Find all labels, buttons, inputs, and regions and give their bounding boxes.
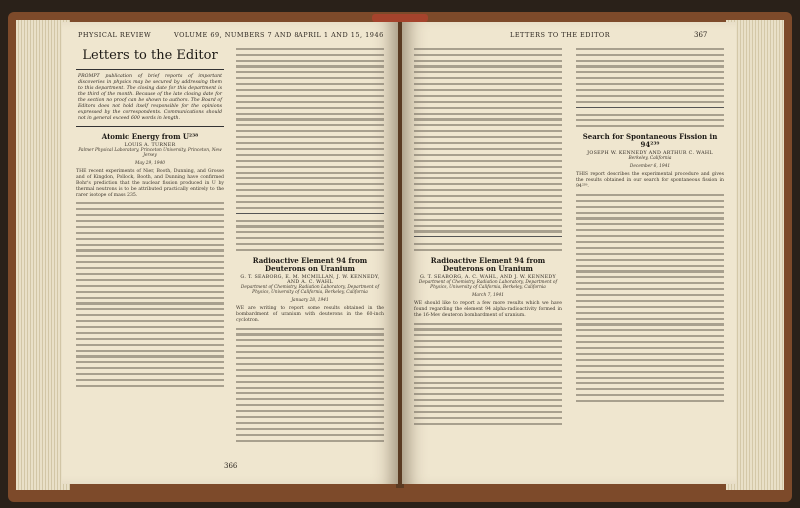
article-affiliation: Palmer Physical Laboratory, Princeton University, Princeton, New Jersey <box>78 148 222 158</box>
article-affiliation: Department of Chemistry, Radiation Laboratory, Department of Physics, University of California, Berkeley, California <box>240 285 380 296</box>
left-page <box>62 22 398 484</box>
article-body-lines <box>576 194 724 402</box>
article-body-lines <box>76 202 224 387</box>
article-received-date: May 29, 1940 <box>135 161 165 166</box>
article-received-date: March 7, 1941 <box>472 293 504 299</box>
bookmark-ribbon <box>372 14 428 22</box>
running-head-journal: PHYSICAL REVIEW <box>78 31 152 39</box>
article-title-spontaneous-fission: Search for Spontaneous Fission in 94²³⁹ <box>582 132 718 150</box>
article-affiliation: Department of Chemistry, Radiation Laboratory, Department of Physics, University of California, Berkeley, California <box>418 280 558 291</box>
right-page <box>402 22 736 484</box>
article-intro-text: THE recent experiments of Nier, Booth, Dunning, and Grosse and of Kingdon, Pollock, Booth, and Dunning have confirmed Bohr's prediction that the nuclear fission produced in U by thermal neutrons is to be attributed practically entirely to the rarer isotope of mass 235. <box>76 169 224 198</box>
article-body-lines <box>236 328 384 442</box>
article-received-date: January 28, 1941 <box>291 298 329 304</box>
article-authors: G. T. SEABORG, A. C. WAHL, AND J. W. KENNEDY <box>420 275 556 281</box>
page-number: 367 <box>694 31 708 39</box>
left-page-column-2 <box>236 44 384 445</box>
article-title-atomic-energy: Atomic Energy from U²³⁸ <box>101 132 199 141</box>
running-head: LETTERS TO THE EDITOR <box>510 31 611 39</box>
article-authors: G. T. SEABORG, E. M. MCMILLAN, J. W. KENNEDY, AND A. C. WAHL <box>240 275 380 286</box>
running-head-date: APRIL 1 AND 15, 1946 <box>298 31 384 39</box>
article-intro-text: WE are writing to report some results obtained in the bombardment of uranium with deuterons in the 60-inch cyclotron. <box>236 306 384 323</box>
page-number: 366 <box>224 462 238 470</box>
section-title: Letters to the Editor <box>82 48 218 63</box>
article-affiliation: Berkeley, California <box>628 156 672 162</box>
article-body-lines <box>414 48 562 233</box>
article-body-lines <box>576 48 724 103</box>
left-page-column-1 <box>76 44 224 391</box>
footnotes <box>236 213 384 251</box>
article-title-element-94-second: Radioactive Element 94 from Deuterons on Uranium <box>430 256 546 274</box>
article-title-element-94: Radioactive Element 94 from Deuterons on Uranium <box>252 256 368 274</box>
article-authors: JOSEPH W. KENNEDY AND ARTHUR C. WAHL <box>587 151 713 157</box>
article-intro-text: THIS report describes the experimental procedure and gives the results obtained in our search for spontaneous fission in 94²³⁹. <box>576 172 724 190</box>
running-head-volume: VOLUME 69, NUMBERS 7 AND 8 <box>174 31 299 39</box>
footnotes <box>576 107 724 128</box>
article-intro-text: WE should like to report a few more results which we have found regarding the element 94 alpha-radioactivity formed in the 16-Mev deuteron bombardment of uranium. <box>414 301 562 318</box>
article-body-lines <box>414 323 562 425</box>
right-page-column-1 <box>414 44 562 429</box>
article-author: LOUIS A. TURNER <box>124 143 176 148</box>
editorial-note: PROMPT publication of brief reports of important discoveries in physics may be secured by addressing them to this department. The closing date for this department is the third of the month. Because of the late closing date for the section no proof can be shown to authors. The Board of Editors does not hold itself responsible for the opinions expressed by the correspondents. Communications should not in general exceed 600 words in length. <box>76 69 224 127</box>
article-body-lines <box>236 48 384 209</box>
footnotes <box>414 236 562 251</box>
right-page-column-2 <box>576 44 724 406</box>
article-received-date: December 6, 1941 <box>629 164 671 170</box>
